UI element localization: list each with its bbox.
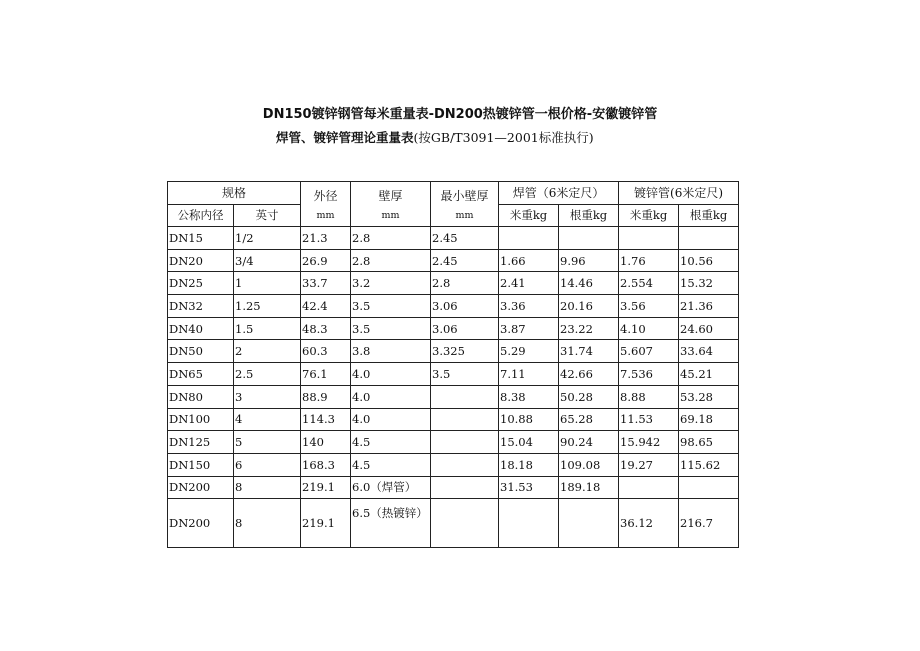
table-row [168, 385, 739, 408]
cell-galv-weight-per-piece: 24.60 [679, 317, 739, 340]
cell-inch: 6 [234, 453, 301, 476]
subtitle-standard-note: (按GB/T3091—2001标准执行) [413, 130, 594, 145]
cell-nominal-diameter: DN200 [168, 476, 234, 499]
cell-galv-weight-per-piece: 98.65 [679, 431, 739, 454]
cell-welded-weight-per-meter: 3.36 [499, 295, 559, 318]
cell-welded-weight-per-meter: 3.87 [499, 317, 559, 340]
cell-nominal-diameter: DN25 [168, 272, 234, 295]
cell-min-wall-thickness: 2.45 [431, 227, 499, 250]
cell-galv-weight-per-piece: 10.56 [679, 249, 739, 272]
header-min-wall-thickness-unit: mm [455, 210, 474, 221]
cell-galv-weight-per-meter: 36.12 [619, 499, 679, 548]
cell-welded-weight-per-piece: 31.74 [559, 340, 619, 363]
cell-wall-thickness: 3.5 [351, 295, 431, 318]
table-row [168, 249, 739, 272]
document-title: DN150镀锌钢管每米重量表-DN200热镀锌管一根价格-安徽镀锌管 [262, 107, 658, 122]
document-subtitle [276, 128, 594, 146]
header-min-wall-thickness-label: 最小壁厚 [440, 189, 489, 203]
cell-wall-thickness: 3.2 [351, 272, 431, 295]
cell-outer-diameter: 114.3 [301, 408, 351, 431]
cell-wall-thickness: 4.0 [351, 408, 431, 431]
cell-galv-weight-per-piece: 45.21 [679, 363, 739, 386]
cell-welded-weight-per-piece: 23.22 [559, 317, 619, 340]
cell-welded-weight-per-piece: 65.28 [559, 408, 619, 431]
cell-inch: 5 [234, 431, 301, 454]
cell-outer-diameter: 76.1 [301, 363, 351, 386]
cell-welded-weight-per-piece: 42.66 [559, 363, 619, 386]
cell-nominal-diameter: DN100 [168, 408, 234, 431]
cell-wall-thickness: 6.0（焊管） [351, 476, 431, 499]
cell-nominal-diameter: DN50 [168, 340, 234, 363]
header-welded-weight-per-piece: 根重kg [559, 204, 619, 227]
header-min-wall-thickness [431, 182, 499, 227]
cell-galv-weight-per-piece: 33.64 [679, 340, 739, 363]
cell-outer-diameter: 42.4 [301, 295, 351, 318]
cell-galv-weight-per-meter: 4.10 [619, 317, 679, 340]
cell-min-wall-thickness [431, 453, 499, 476]
cell-galv-weight-per-meter [619, 476, 679, 499]
header-wall-thickness-unit: mm [381, 210, 400, 221]
cell-galv-weight-per-meter: 2.554 [619, 272, 679, 295]
cell-welded-weight-per-meter: 1.66 [499, 249, 559, 272]
table-row [168, 408, 739, 431]
cell-welded-weight-per-meter: 8.38 [499, 385, 559, 408]
cell-min-wall-thickness [431, 476, 499, 499]
cell-inch: 4 [234, 408, 301, 431]
cell-galv-weight-per-piece: 115.62 [679, 453, 739, 476]
cell-galv-weight-per-meter: 3.56 [619, 295, 679, 318]
cell-welded-weight-per-meter: 18.18 [499, 453, 559, 476]
cell-min-wall-thickness [431, 499, 499, 548]
table-row [168, 476, 739, 499]
cell-inch: 1.25 [234, 295, 301, 318]
cell-min-wall-thickness: 3.5 [431, 363, 499, 386]
cell-galv-weight-per-meter: 1.76 [619, 249, 679, 272]
header-outer-diameter [301, 182, 351, 227]
cell-min-wall-thickness [431, 408, 499, 431]
cell-nominal-diameter: DN65 [168, 363, 234, 386]
cell-wall-thickness: 3.8 [351, 340, 431, 363]
header-inch: 英寸 [234, 204, 301, 227]
header-nominal-diameter: 公称内径 [168, 204, 234, 227]
cell-welded-weight-per-piece: 189.18 [559, 476, 619, 499]
cell-nominal-diameter: DN15 [168, 227, 234, 250]
cell-outer-diameter: 21.3 [301, 227, 351, 250]
table-row [168, 272, 739, 295]
cell-min-wall-thickness [431, 385, 499, 408]
cell-inch: 1/2 [234, 227, 301, 250]
cell-inch: 3 [234, 385, 301, 408]
cell-galv-weight-per-meter: 8.88 [619, 385, 679, 408]
cell-outer-diameter: 168.3 [301, 453, 351, 476]
cell-outer-diameter: 33.7 [301, 272, 351, 295]
table-row [168, 453, 739, 476]
cell-inch: 2 [234, 340, 301, 363]
cell-galv-weight-per-meter: 5.607 [619, 340, 679, 363]
cell-galv-weight-per-piece: 216.7 [679, 499, 739, 548]
cell-welded-weight-per-meter: 5.29 [499, 340, 559, 363]
cell-nominal-diameter: DN40 [168, 317, 234, 340]
cell-galv-weight-per-meter [619, 227, 679, 250]
table-row [168, 431, 739, 454]
cell-min-wall-thickness: 2.45 [431, 249, 499, 272]
cell-outer-diameter: 88.9 [301, 385, 351, 408]
cell-welded-weight-per-piece: 20.16 [559, 295, 619, 318]
cell-welded-weight-per-meter: 7.11 [499, 363, 559, 386]
cell-min-wall-thickness: 3.06 [431, 295, 499, 318]
cell-min-wall-thickness: 3.325 [431, 340, 499, 363]
cell-galv-weight-per-piece: 21.36 [679, 295, 739, 318]
cell-wall-thickness: 4.5 [351, 431, 431, 454]
cell-nominal-diameter: DN80 [168, 385, 234, 408]
table-row [168, 227, 739, 250]
cell-galv-weight-per-piece [679, 476, 739, 499]
cell-welded-weight-per-meter: 15.04 [499, 431, 559, 454]
pipe-weight-table [167, 181, 739, 548]
cell-galv-weight-per-meter: 15.942 [619, 431, 679, 454]
cell-welded-weight-per-piece: 109.08 [559, 453, 619, 476]
cell-inch: 1 [234, 272, 301, 295]
header-outer-diameter-label: 外径 [313, 189, 338, 203]
cell-galv-weight-per-piece: 53.28 [679, 385, 739, 408]
cell-outer-diameter: 48.3 [301, 317, 351, 340]
header-welded-weight-per-meter: 米重kg [499, 204, 559, 227]
cell-nominal-diameter: DN20 [168, 249, 234, 272]
cell-welded-weight-per-piece: 14.46 [559, 272, 619, 295]
cell-min-wall-thickness: 3.06 [431, 317, 499, 340]
table-row [168, 363, 739, 386]
cell-wall-thickness: 2.8 [351, 249, 431, 272]
header-galvanized-pipe: 镀锌管(6米定尺) [619, 182, 739, 205]
cell-inch: 1.5 [234, 317, 301, 340]
subtitle-heading: 焊管、镀锌管理论重量表 [276, 130, 414, 145]
cell-outer-diameter: 140 [301, 431, 351, 454]
cell-welded-weight-per-meter: 2.41 [499, 272, 559, 295]
cell-nominal-diameter: DN200 [168, 499, 234, 548]
header-outer-diameter-unit: mm [316, 210, 335, 221]
table-row [168, 317, 739, 340]
cell-galv-weight-per-piece [679, 227, 739, 250]
cell-wall-thickness: 4.5 [351, 453, 431, 476]
cell-nominal-diameter: DN150 [168, 453, 234, 476]
cell-welded-weight-per-meter: 10.88 [499, 408, 559, 431]
header-wall-thickness [351, 182, 431, 227]
cell-galv-weight-per-meter: 7.536 [619, 363, 679, 386]
cell-welded-weight-per-piece [559, 227, 619, 250]
cell-outer-diameter: 219.1 [301, 476, 351, 499]
cell-welded-weight-per-meter: 31.53 [499, 476, 559, 499]
header-galv-weight-per-meter: 米重kg [619, 204, 679, 227]
cell-welded-weight-per-piece: 9.96 [559, 249, 619, 272]
cell-wall-thickness: 4.0 [351, 363, 431, 386]
cell-galv-weight-per-piece: 69.18 [679, 408, 739, 431]
cell-welded-weight-per-piece: 50.28 [559, 385, 619, 408]
cell-welded-weight-per-meter [499, 227, 559, 250]
cell-wall-thickness: 2.8 [351, 227, 431, 250]
cell-nominal-diameter: DN32 [168, 295, 234, 318]
table-row [168, 295, 739, 318]
cell-inch: 3/4 [234, 249, 301, 272]
cell-wall-thickness: 6.5（热镀锌） [351, 499, 431, 548]
header-spec: 规格 [168, 182, 301, 205]
cell-inch: 2.5 [234, 363, 301, 386]
cell-welded-weight-per-meter [499, 499, 559, 548]
cell-min-wall-thickness: 2.8 [431, 272, 499, 295]
table-row [168, 340, 739, 363]
cell-min-wall-thickness [431, 431, 499, 454]
cell-galv-weight-per-meter: 19.27 [619, 453, 679, 476]
cell-inch: 8 [234, 476, 301, 499]
cell-outer-diameter: 26.9 [301, 249, 351, 272]
cell-outer-diameter: 219.1 [301, 499, 351, 548]
cell-welded-weight-per-piece: 90.24 [559, 431, 619, 454]
header-welded-pipe: 焊管（6米定尺） [499, 182, 619, 205]
cell-inch: 8 [234, 499, 301, 548]
cell-welded-weight-per-piece [559, 499, 619, 548]
cell-wall-thickness: 4.0 [351, 385, 431, 408]
cell-nominal-diameter: DN125 [168, 431, 234, 454]
cell-galv-weight-per-meter: 11.53 [619, 408, 679, 431]
cell-galv-weight-per-piece: 15.32 [679, 272, 739, 295]
table-row [168, 499, 739, 548]
header-galv-weight-per-piece: 根重kg [679, 204, 739, 227]
cell-wall-thickness: 3.5 [351, 317, 431, 340]
header-wall-thickness-label: 壁厚 [378, 189, 403, 203]
cell-outer-diameter: 60.3 [301, 340, 351, 363]
header-row-primary [168, 182, 739, 205]
